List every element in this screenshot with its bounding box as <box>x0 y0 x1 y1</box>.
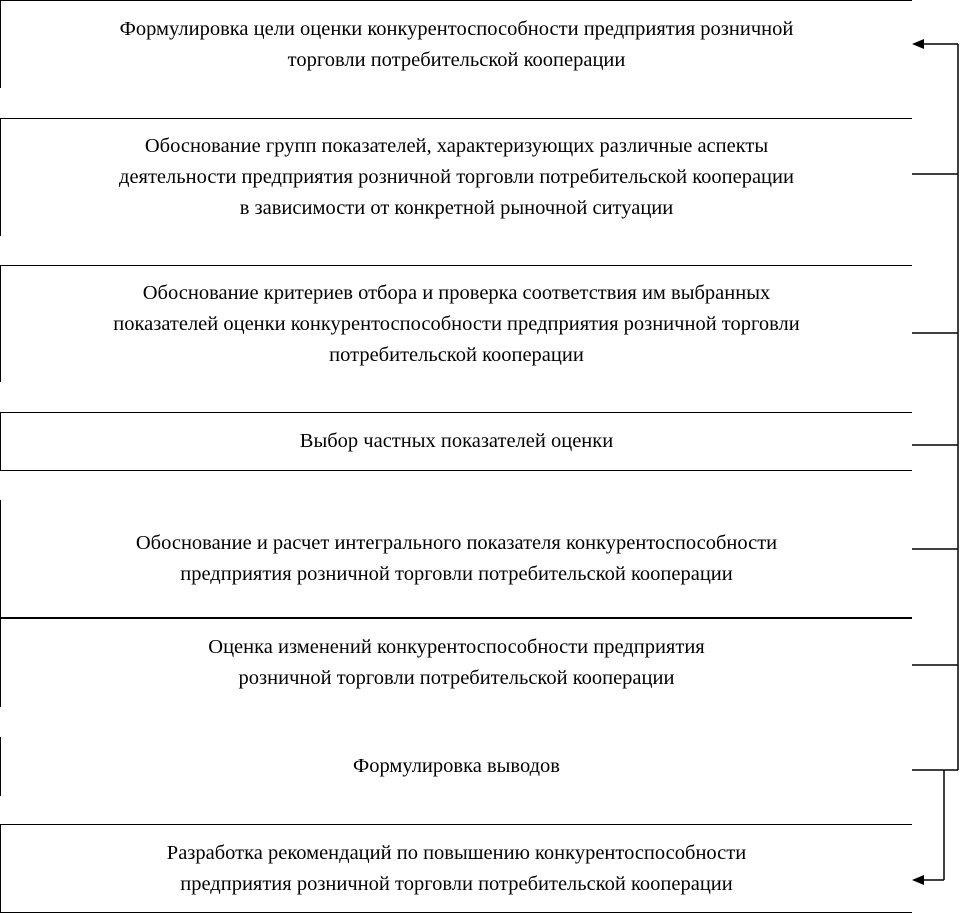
arrowhead-to-recommendations <box>912 875 924 885</box>
step-text-goal: Формулировка цели оценки конкурентоспособности предприятия розничной торговли потребительской кооперации <box>119 17 794 71</box>
step-box-conclusions <box>0 737 912 796</box>
step-text-conclusions: Формулировка выводов <box>353 755 560 777</box>
arrowhead-to-goal <box>912 39 924 49</box>
step-box-recommendations <box>0 824 912 913</box>
step-box-integral-indicator <box>0 500 912 618</box>
step-text-indicator-groups: Обоснование групп показателей, характеризующих различные аспекты деятельности предприятия розничной торговли потребительской кооперации в зависимости от конкретной рыночной ситуации <box>119 135 794 219</box>
step-box-change-assessment <box>0 618 912 707</box>
step-box-goal <box>0 0 912 88</box>
step-text-change-assessment: Оценка изменений конкурентоспособности предприятия розничной торговли потребительской кооперации <box>208 636 705 689</box>
step-text-selection-criteria: Обоснование критериев отбора и проверка соответствия им выбранных показателей оценки конкурентоспособности предприятия розничной торговли потребительской кооперации <box>113 281 800 366</box>
step-box-partial-indicators <box>0 412 912 471</box>
step-text-integral-indicator: Обоснование и расчет интегрального показателя конкурентоспособности предприятия розничной торговли потребительской кооперации <box>135 531 778 585</box>
step-text-recommendations: Разработка рекомендаций по повышению конкурентоспособности предприятия розничной торговли потребительской кооперации <box>166 841 747 895</box>
step-box-selection-criteria <box>0 265 912 382</box>
step-box-indicator-groups <box>0 118 912 236</box>
step-text-partial-indicators: Выбор частных показателей оценки <box>299 430 614 452</box>
